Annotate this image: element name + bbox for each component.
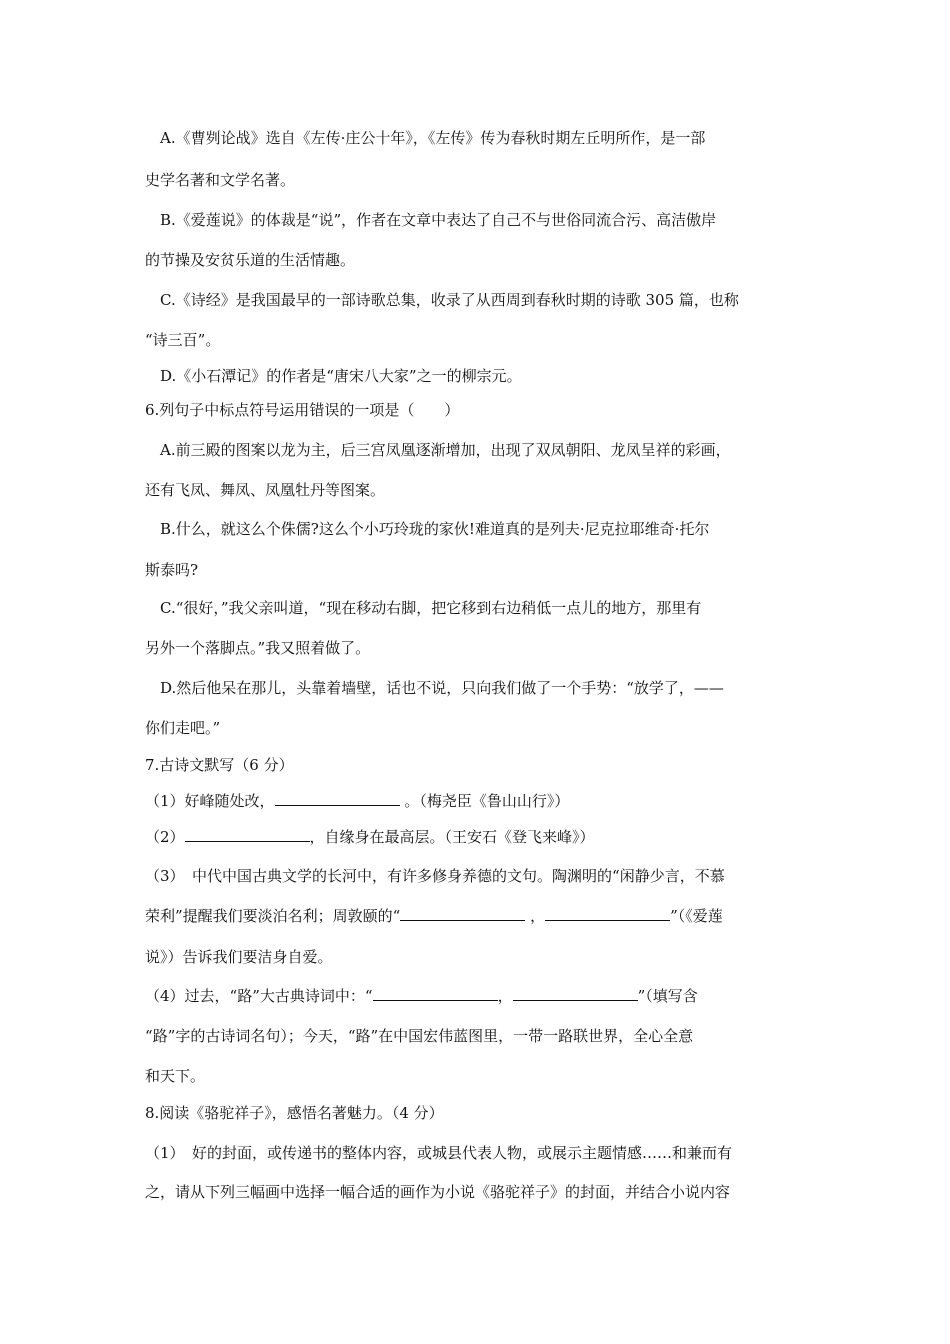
q7-item-3-line2: [145, 906, 810, 926]
q7-3-prefix: 荣利”提醒我们要淡泊名利；周敦颐的“: [145, 907, 401, 925]
q7-1-blank[interactable]: [275, 791, 400, 806]
q7-4-middle: ，: [497, 987, 513, 1005]
question-8-title: 8.阅读《骆驼祥子》，感悟名著魅力。（4 分）: [145, 1104, 444, 1122]
q7-item-3-line3: 说》）告诉我们要洁身自爱。: [145, 948, 333, 966]
q7-item-3-line1: （3） 中代中国古典文学的长河中，有许多修身养德的文句。陶渊明的“闲静少言，不慕: [145, 867, 725, 885]
q7-2-suffix: ，自缘身在最高层。（王安石《登飞来峰》）: [309, 828, 595, 846]
q6-option-a-line1: A.前三殿的图案以龙为主，后三宫凤凰逐渐增加，出现了双凤朝阳、龙凤呈祥的彩画，: [160, 441, 731, 459]
q7-3-blank-2[interactable]: [545, 906, 670, 921]
q7-3-blank-1[interactable]: [400, 906, 525, 921]
q6-option-c-line1: C.“很好，”我父亲叫道，“现在移动右脚，把它移到右边稍低一点儿的地方，那里有: [160, 599, 702, 617]
q5-option-c-line1: C.《诗经》是我国最早的一部诗歌总集，收录了从西周到春秋时期的诗歌 305 篇，也称: [160, 291, 739, 309]
q6-option-a-line2: 还有飞凤、舞凤、凤凰牡丹等图案。: [145, 481, 386, 499]
q7-3-middle: ，: [525, 907, 546, 925]
q5-option-a-line2: 史学名著和文学名著。: [145, 171, 296, 189]
q7-4-suffix: ”（填写含: [637, 987, 698, 1005]
q7-1-prefix: （1）好峰随处改，: [145, 792, 275, 810]
q6-option-b-line2: 斯泰吗?: [145, 561, 199, 579]
q7-4-blank-2[interactable]: [513, 986, 638, 1001]
q6-option-d-line2: 你们走吧。”: [145, 719, 221, 737]
q7-4-blank-1[interactable]: [373, 986, 498, 1001]
q7-3-suffix: ”（《爱莲: [670, 907, 723, 925]
question-6-title: 6.列句子中标点符号运用错误的一项是（ ）: [145, 401, 460, 419]
q8-item-1-line1: （1） 好的封面，或传递书的整体内容，或城县代表人物，或展示主题情感……和兼而有: [145, 1144, 733, 1162]
q5-option-b-line2: 的节操及安贫乐道的生活情趣。: [145, 251, 356, 269]
q7-4-prefix: （4）过去，“路”大古典诗词中：“: [145, 987, 373, 1005]
q5-option-b-line1: B.《爱莲说》的体裁是“说”，作者在文章中表达了自己不与世俗同流合污、高洁傲岸: [160, 211, 717, 229]
q5-option-c-line2: “诗三百”。: [145, 331, 221, 349]
q7-item-2: [145, 827, 810, 847]
q7-item-4-line3: 和天下。: [145, 1067, 206, 1085]
q7-item-4-line1: [145, 986, 810, 1006]
q5-option-d: D.《小石潭记》的作者是“唐宋八大家”之一的柳宗元。: [160, 367, 522, 385]
q7-2-blank[interactable]: [185, 827, 310, 842]
q5-option-a-line1: A.《曹刿论战》选自《左传·庄公十年》，《左传》传为春秋时期左丘明所作，是一部: [160, 129, 706, 147]
q7-item-1: [145, 791, 810, 811]
q6-option-b-line1: B.什么，就这么个侏儒?这么个小巧玲珑的家伙!难道真的是列夫·尼克拉耶维奇·托尔: [160, 520, 710, 538]
q7-item-4-line2: “路”字的古诗词名句）；今天，“路”在中国宏伟蓝图里，一带一路联世界，全心全意: [145, 1027, 694, 1045]
question-7-title: 7.古诗文默写（6 分）: [145, 756, 294, 774]
q6-option-c-line2: 另外一个落脚点。”我又照着做了。: [145, 639, 371, 657]
q8-item-1-line2: 之，请从下列三幅画中选择一幅合适的画作为小说《骆驼祥子》的封面，并结合小说内容: [145, 1183, 731, 1201]
q6-option-d-line1: D.然后他呆在那儿，头靠着墙壁，话也不说，只向我们做了一个手势：“放学了，——: [160, 679, 724, 697]
q7-2-prefix: （2）: [145, 828, 185, 846]
q7-1-suffix: 。（梅尧臣《鲁山山行》）: [399, 792, 570, 810]
